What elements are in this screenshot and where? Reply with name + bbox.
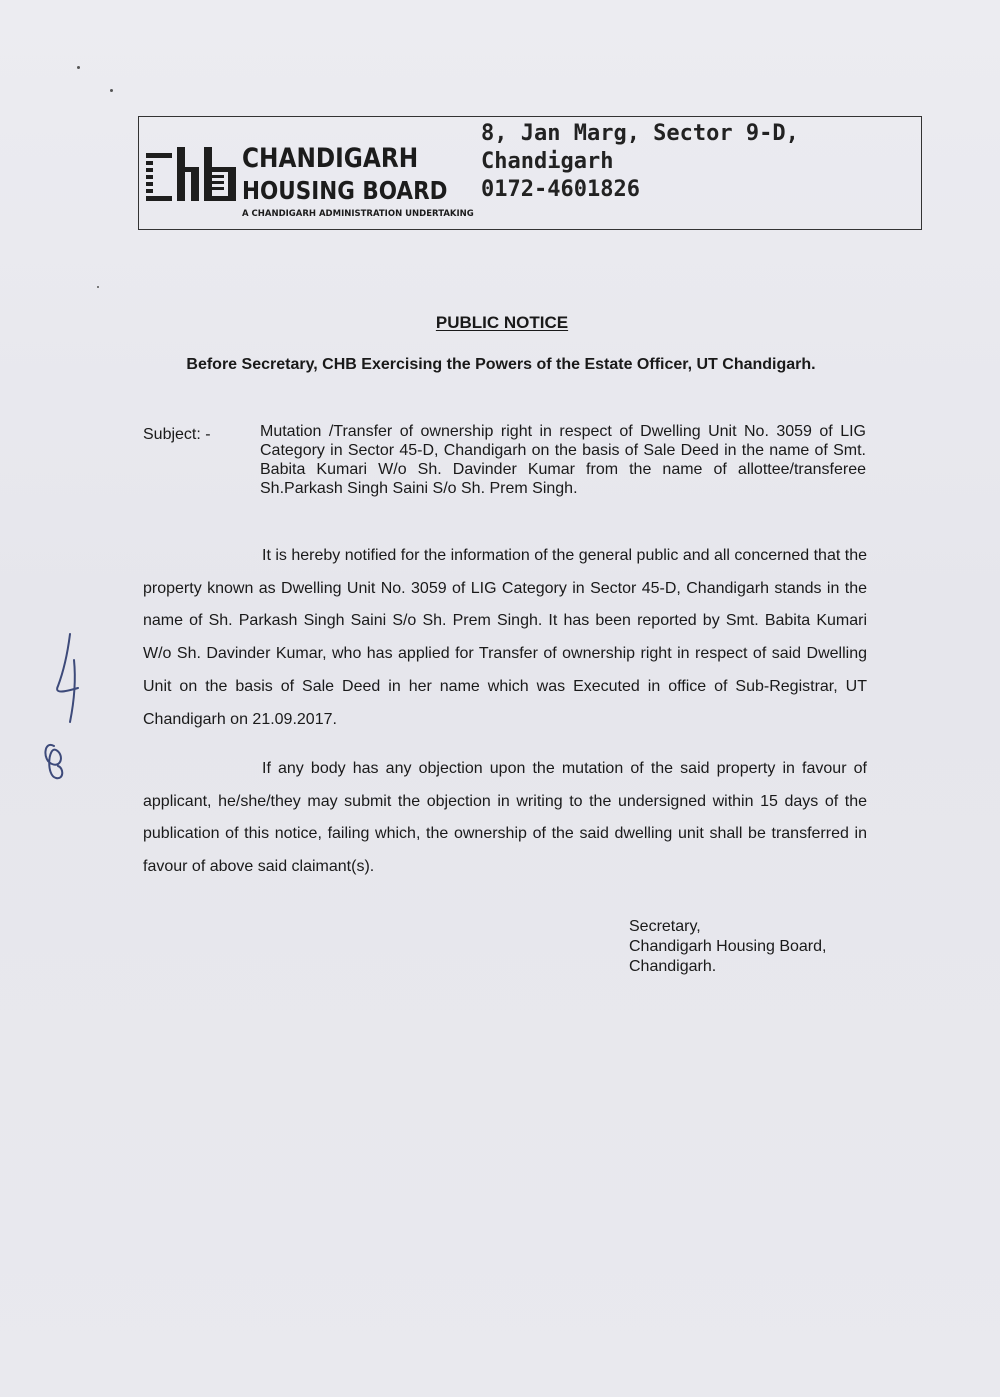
address-line2: Chandigarh [481,149,614,174]
address-line1: 8, Jan Marg, Sector 9-D, [481,121,799,146]
notice-paragraph-1: It is hereby notified for the information of the general public and all concerned that the property known as Dwelling Unit No. 3059 of LIG Category in Sector 45-D, Chandigarh stands in the name of Sh. Parkash Singh Saini S/o Sh. Prem Singh. It has been reported by Smt. Babita Kumari W/o Sh. Davinder Kumar, who has applied for Transfer of ownership right in respect of said Dwelling Unit on the basis of Sale Deed in her name which was Executed in office of Sub-Registrar, UT Chandigarh on 21.09.2017. [143,547,867,728]
org-tagline: A CHANDIGARH ADMINISTRATION UNDERTAKING [242,209,474,219]
letterhead [138,116,922,230]
notice-title-text: PUBLIC NOTICE [435,313,569,332]
chb-logo-icon [146,147,240,211]
signoff-city: Chandigarh. [629,958,717,975]
scan-speck [110,89,113,92]
address-block [481,120,799,204]
org-name-line2: HOUSING BOARD [242,176,448,205]
scan-speck [77,66,80,69]
phone-number: 0172-4601826 [481,177,640,202]
subject-label: Subject: - [143,426,211,443]
signoff-block [629,917,826,977]
before-heading: Before Secretary, CHB Exercising the Powers of the Estate Officer, UT Chandigarh. [186,356,816,373]
notice-title [0,313,1000,333]
signoff-org: Chandigarh Housing Board, [629,938,827,955]
signoff-title: Secretary, [629,918,701,935]
handwritten-annotation [34,630,94,790]
notice-paragraph-2: If any body has any objection upon the mutation of the said property in favour of applicant, he/she/they may submit the objection in writing to the undersigned within 15 days of the publication of this notice, failing which, the ownership of the said dwelling unit shall be transferred in favour of above said claimant(s). [143,760,867,876]
scan-speck [97,286,99,288]
org-name-line1: CHANDIGARH [242,143,419,174]
subject-text: Mutation /Transfer of ownership right in respect of Dwelling Unit No. 3059 of LIG Category in Sector 45-D, Chandigarh on the basis of Sale Deed in the name of Smt. Babita Kumari W/o Sh. Davinder Kumar from the name of allottee/transferee Sh.Parkash Singh Saini S/o Sh. Prem Singh. [260,423,866,497]
